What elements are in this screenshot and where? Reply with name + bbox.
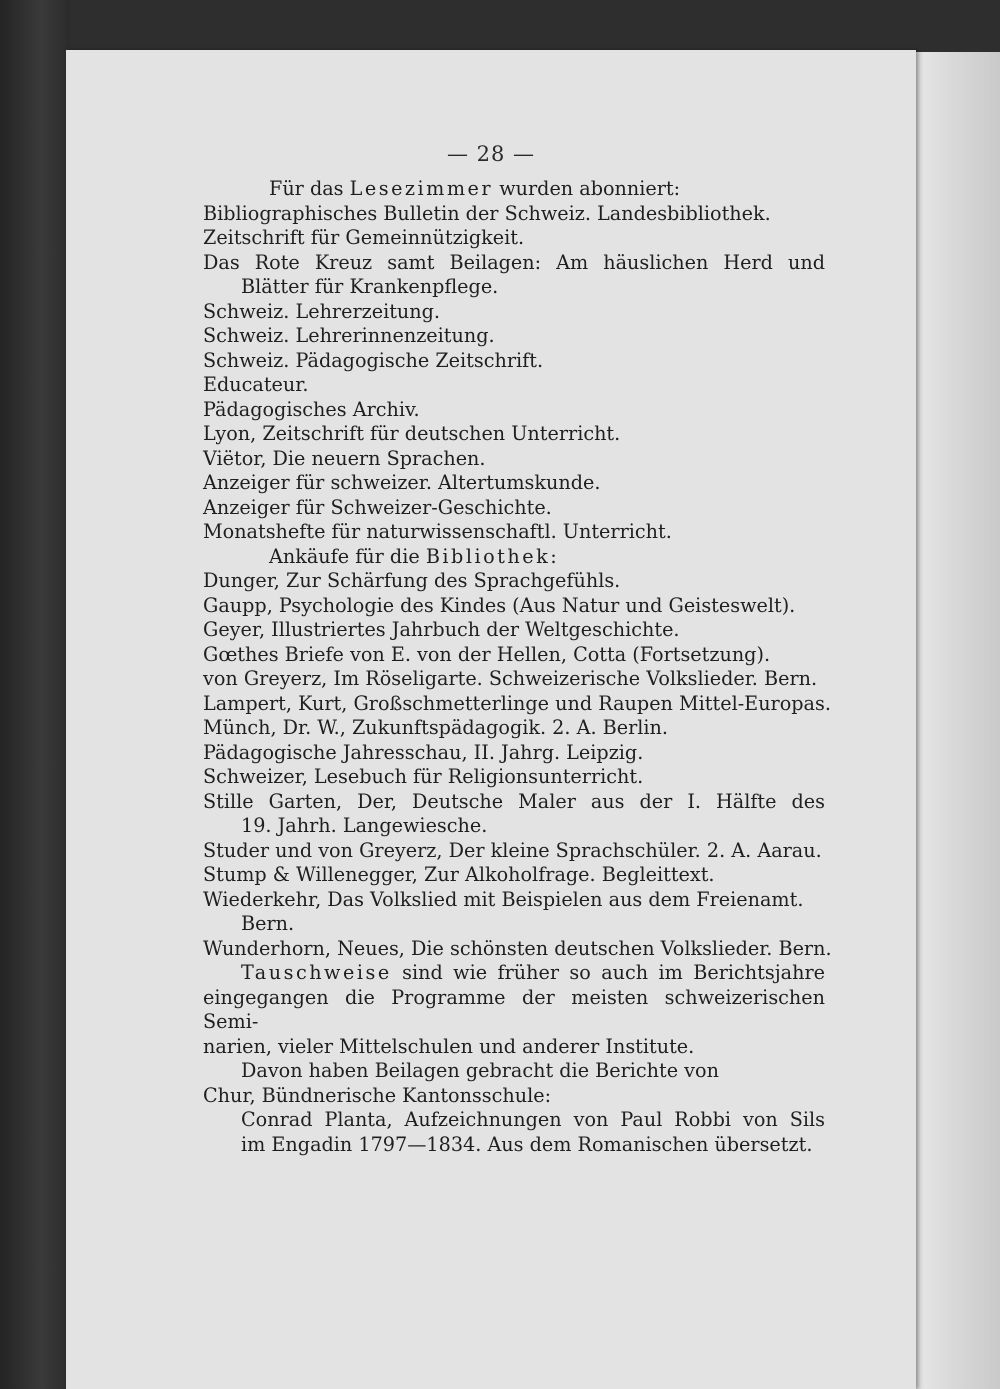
tausch-paragraph-line: narien, vieler Mittelschulen und anderer Institute. — [203, 1034, 695, 1058]
list-item: Bern. — [241, 912, 295, 935]
list-item: Pädagogische Jahresschau, II. Jahrg. Leipzig. — [203, 740, 644, 764]
list-item: Wunderhorn, Neues, Die schönsten deutschen Volkslieder. Bern. — [203, 936, 832, 960]
tausch-paragraph-line: eingegangen die Programme der meisten schweizerischen Semi- — [203, 985, 825, 1033]
list-item: Zeitschrift für Gemeinnützigkeit. — [203, 226, 525, 249]
next-page-edge — [912, 52, 1000, 1389]
tausch-paragraph-line: Tauschweise sind wie früher so auch im Berichtsjahre — [241, 961, 825, 984]
list-item: Wiederkehr, Das Volkslied mit Beispielen aus dem Freienamt. — [203, 887, 804, 911]
page-number: — 28 — — [446, 142, 536, 166]
list-item: 19. Jahrh. Langewiesche. — [241, 814, 488, 837]
lesezimmer-heading: Für das Lesezimmer wurden abonniert: — [269, 177, 681, 200]
list-item: Das Rote Kreuz samt Beilagen: Am häuslichen Herd und — [203, 250, 825, 274]
list-item: Schweiz. Pädagogische Zeitschrift. — [203, 348, 544, 372]
list-item: Studer und von Greyerz, Der kleine Sprachschüler. 2. A. Aarau. — [203, 838, 822, 862]
beilagen-paragraph-line: im Engadin 1797—1834. Aus dem Romanischen übersetzt. — [241, 1132, 813, 1156]
beilagen-paragraph-line: Chur, Bündnerische Kantonsschule: — [203, 1083, 552, 1107]
list-item: Gaupp, Psychologie des Kindes (Aus Natur und Geisteswelt). — [203, 593, 796, 617]
list-item: Anzeiger für Schweizer-Geschichte. — [203, 495, 552, 519]
list-item: Stille Garten, Der, Deutsche Maler aus der I. Hälfte des — [203, 789, 825, 813]
list-item: Geyer, Illustriertes Jahrbuch der Weltgeschichte. — [203, 618, 680, 641]
scan-background-left — [0, 0, 70, 1389]
list-item: Lyon, Zeitschrift für deutschen Unterricht. — [203, 422, 621, 445]
beilagen-paragraph-line: Conrad Planta, Aufzeichnungen von Paul Robbi von Sils — [241, 1108, 825, 1131]
book-page — [66, 50, 916, 1389]
list-item: Educateur. — [203, 373, 309, 396]
list-item: Schweiz. Lehrerzeitung. — [203, 299, 441, 323]
list-item: Schweiz. Lehrerinnenzeitung. — [203, 324, 495, 347]
list-item: Monatshefte für naturwissenschaftl. Unterricht. — [203, 520, 672, 543]
list-item: von Greyerz, Im Röseligarte. Schweizerische Volkslieder. Bern. — [203, 667, 818, 690]
list-item: Stump & Willenegger, Zur Alkoholfrage. Begleittext. — [203, 863, 715, 886]
list-item: Gœthes Briefe von E. von der Hellen, Cotta (Fortsetzung). — [203, 642, 771, 666]
beilagen-paragraph-line: Davon haben Beilagen gebracht die Berichte von — [241, 1059, 719, 1082]
list-item: Dunger, Zur Schärfung des Sprachgefühls. — [203, 569, 621, 592]
page-content — [203, 177, 832, 1157]
list-item: Lampert, Kurt, Großschmetterlinge und Raupen Mittel-Europas. — [203, 691, 831, 715]
list-item: Schweizer, Lesebuch für Religionsunterricht. — [203, 765, 644, 788]
list-item: Münch, Dr. W., Zukunftspädagogik. 2. A. Berlin. — [203, 716, 669, 739]
ankaeufe-heading: Ankäufe für die Bibliothek: — [269, 544, 560, 568]
list-item: Blätter für Krankenpflege. — [241, 275, 499, 298]
list-item: Bibliographisches Bulletin der Schweiz. Landesbibliothek. — [203, 201, 771, 225]
list-item: Pädagogisches Archiv. — [203, 397, 420, 421]
list-item: Anzeiger für schweizer. Altertumskunde. — [203, 471, 601, 494]
list-item: Viëtor, Die neuern Sprachen. — [203, 446, 486, 470]
